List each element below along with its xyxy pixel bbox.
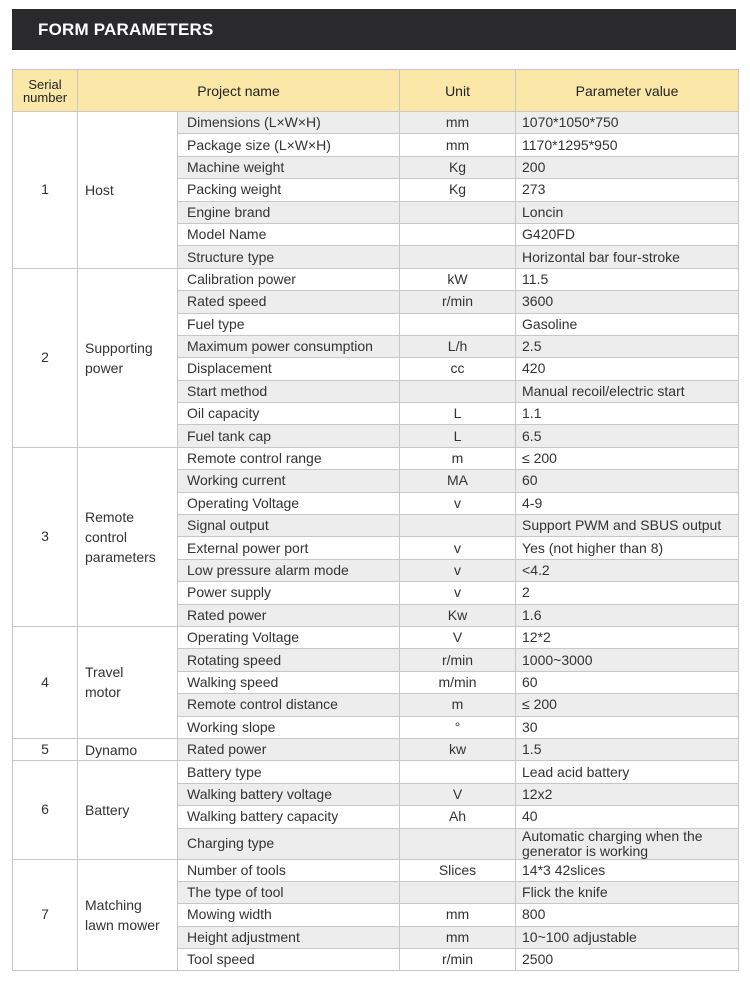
- parameter-unit: [400, 828, 516, 859]
- parameter-name: Oil capacity: [178, 403, 400, 425]
- table-row: [13, 447, 739, 469]
- parameter-unit: [400, 761, 516, 783]
- header-parameter-value: Parameter value: [516, 70, 739, 112]
- parameter-value: 60: [516, 470, 739, 492]
- parameter-unit: [400, 380, 516, 402]
- parameter-value: 1.5: [516, 738, 739, 760]
- group-name-line: Battery: [85, 801, 130, 818]
- parameter-name: Battery type: [178, 761, 400, 783]
- parameter-unit: mm: [400, 926, 516, 948]
- parameter-value: 1000~3000: [516, 649, 739, 671]
- parameter-name: Low pressure alarm mode: [178, 559, 400, 581]
- parameter-name: Package size (L×W×H): [178, 134, 400, 156]
- parameter-value: Manual recoil/electric start: [516, 380, 739, 402]
- parameter-value: Support PWM and SBUS output: [516, 515, 739, 537]
- section-banner: [12, 9, 736, 50]
- parameter-name: Working current: [178, 470, 400, 492]
- parameter-unit: V: [400, 783, 516, 805]
- table-header-row: [13, 70, 739, 112]
- parameter-unit: mm: [400, 904, 516, 926]
- group-serial-number: 4: [13, 626, 78, 738]
- parameter-name: Remote control distance: [178, 694, 400, 716]
- parameter-unit: Kg: [400, 156, 516, 178]
- parameter-unit: r/min: [400, 649, 516, 671]
- parameter-unit: [400, 515, 516, 537]
- parameter-name: Rated power: [178, 604, 400, 626]
- parameter-name: Walking battery voltage: [178, 783, 400, 805]
- header-serial-number: [13, 70, 78, 112]
- parameter-unit: MA: [400, 470, 516, 492]
- parameter-value: ≤ 200: [516, 694, 739, 716]
- parameter-value: Automatic charging when the generator is working: [516, 828, 739, 859]
- parameter-unit: r/min: [400, 949, 516, 971]
- parameter-name: Rotating speed: [178, 649, 400, 671]
- parameters-table: [12, 69, 739, 971]
- parameter-value: Lead acid battery: [516, 761, 739, 783]
- group-name-line: Supporting: [85, 339, 153, 356]
- parameter-value: 30: [516, 716, 739, 738]
- parameter-value: Yes (not higher than 8): [516, 537, 739, 559]
- parameter-value: 14*3 42slices: [516, 859, 739, 881]
- parameter-value: 1.1: [516, 403, 739, 425]
- parameter-value: 800: [516, 904, 739, 926]
- parameter-name: Tool speed: [178, 949, 400, 971]
- table-row: [13, 112, 739, 134]
- group-name-line: Matching: [85, 896, 142, 913]
- parameter-value: 12*2: [516, 626, 739, 648]
- parameter-value: 2: [516, 582, 739, 604]
- parameter-name: Rated speed: [178, 291, 400, 313]
- parameter-name: Start method: [178, 380, 400, 402]
- section-title: FORM PARAMETERS: [38, 20, 214, 39]
- parameter-name: Fuel tank cap: [178, 425, 400, 447]
- parameter-value: 3600: [516, 291, 739, 313]
- group-name-line: Dynamo: [85, 741, 138, 758]
- parameter-unit: L: [400, 425, 516, 447]
- parameter-unit: Slices: [400, 859, 516, 881]
- parameter-unit: mm: [400, 134, 516, 156]
- parameter-name: Height adjustment: [178, 926, 400, 948]
- parameter-value: 40: [516, 806, 739, 828]
- table-body: [13, 112, 739, 971]
- parameter-name: Number of tools: [178, 859, 400, 881]
- table-row: [13, 738, 739, 760]
- group-name-line: Host: [85, 181, 114, 198]
- parameter-value: Gasoline: [516, 313, 739, 335]
- group-name-line: control: [85, 528, 128, 545]
- parameter-unit: L: [400, 403, 516, 425]
- group-serial-number: 6: [13, 761, 78, 859]
- parameter-unit: mm: [400, 112, 516, 134]
- parameter-value: G420FD: [516, 223, 739, 245]
- parameter-unit: [400, 223, 516, 245]
- parameter-value: 273: [516, 179, 739, 201]
- parameter-value: 10~100 adjustable: [516, 926, 739, 948]
- parameter-name: Walking battery capacity: [178, 806, 400, 828]
- parameter-unit: m/min: [400, 671, 516, 693]
- parameter-name: Working slope: [178, 716, 400, 738]
- parameter-unit: [400, 313, 516, 335]
- parameter-name: Dimensions (L×W×H): [178, 112, 400, 134]
- parameter-value: 1070*1050*750: [516, 112, 739, 134]
- parameter-name: Remote control range: [178, 447, 400, 469]
- parameter-value: 1.6: [516, 604, 739, 626]
- parameter-value: Horizontal bar four-stroke: [516, 246, 739, 268]
- parameter-unit: [400, 246, 516, 268]
- group-name-line: lawn mower: [85, 916, 160, 933]
- parameter-value: 12x2: [516, 783, 739, 805]
- parameter-value: 2.5: [516, 335, 739, 357]
- parameter-unit: cc: [400, 358, 516, 380]
- parameter-name: Signal output: [178, 515, 400, 537]
- parameter-value: 6.5: [516, 425, 739, 447]
- parameter-name: Fuel type: [178, 313, 400, 335]
- parameter-value: 2500: [516, 949, 739, 971]
- parameter-name: Displacement: [178, 358, 400, 380]
- group-name-line: power: [85, 359, 124, 376]
- parameter-name: Charging type: [178, 828, 400, 859]
- table-row: [13, 859, 739, 881]
- parameter-name: Mowing width: [178, 904, 400, 926]
- parameter-unit: L/h: [400, 335, 516, 357]
- parameter-unit: v: [400, 537, 516, 559]
- group-name: [78, 738, 178, 760]
- parameter-unit: r/min: [400, 291, 516, 313]
- parameter-name: Packing weight: [178, 179, 400, 201]
- group-name: [78, 112, 178, 269]
- parameter-name: Operating Voltage: [178, 626, 400, 648]
- header-serial-line2: number: [22, 89, 68, 105]
- parameter-unit: kw: [400, 738, 516, 760]
- parameter-value: 1170*1295*950: [516, 134, 739, 156]
- parameter-value: 11.5: [516, 268, 739, 290]
- parameter-unit: Kg: [400, 179, 516, 201]
- group-name-line: parameters: [85, 548, 156, 565]
- group-serial-number: 3: [13, 447, 78, 626]
- parameter-value: Flick the knife: [516, 881, 739, 903]
- parameter-unit: °: [400, 716, 516, 738]
- group-serial-number: 2: [13, 268, 78, 447]
- group-serial-number: 7: [13, 859, 78, 971]
- parameter-name: Calibration power: [178, 268, 400, 290]
- parameter-name: Engine brand: [178, 201, 400, 223]
- parameter-value: Loncin: [516, 201, 739, 223]
- parameter-value: 4-9: [516, 492, 739, 514]
- parameter-name: External power port: [178, 537, 400, 559]
- group-name-line: Remote: [85, 508, 135, 525]
- parameter-value: 420: [516, 358, 739, 380]
- table-row: [13, 626, 739, 648]
- header-unit: Unit: [400, 70, 516, 112]
- group-serial-number: 5: [13, 738, 78, 760]
- header-serial-line1: Serial: [28, 76, 62, 92]
- parameter-unit: v: [400, 582, 516, 604]
- parameter-value: 60: [516, 671, 739, 693]
- group-name-line: Travel: [85, 664, 124, 681]
- table-row: [13, 761, 739, 783]
- parameter-unit: V: [400, 626, 516, 648]
- group-serial-number: 1: [13, 112, 78, 269]
- parameter-name: Model Name: [178, 223, 400, 245]
- group-name-line: motor: [85, 684, 121, 701]
- parameter-name: Operating Voltage: [178, 492, 400, 514]
- header-project-name: Project name: [78, 70, 400, 112]
- parameter-name: Maximum power consumption: [178, 335, 400, 357]
- parameter-name: The type of tool: [178, 881, 400, 903]
- parameter-unit: m: [400, 694, 516, 716]
- parameter-name: Structure type: [178, 246, 400, 268]
- group-name: [78, 761, 178, 859]
- parameter-unit: Ah: [400, 806, 516, 828]
- parameter-name: Walking speed: [178, 671, 400, 693]
- group-name: [78, 626, 178, 738]
- table-row: [13, 268, 739, 290]
- group-name: [78, 859, 178, 971]
- parameter-value: ≤ 200: [516, 447, 739, 469]
- parameter-value: <4.2: [516, 559, 739, 581]
- group-name: [78, 447, 178, 626]
- parameter-name: Power supply: [178, 582, 400, 604]
- parameter-unit: v: [400, 492, 516, 514]
- parameter-unit: kW: [400, 268, 516, 290]
- parameter-unit: Kw: [400, 604, 516, 626]
- parameter-name: Machine weight: [178, 156, 400, 178]
- parameter-unit: [400, 201, 516, 223]
- parameter-unit: [400, 881, 516, 903]
- parameter-unit: v: [400, 559, 516, 581]
- parameter-name: Rated power: [178, 738, 400, 760]
- parameter-value: 200: [516, 156, 739, 178]
- parameter-unit: m: [400, 447, 516, 469]
- group-name: [78, 268, 178, 447]
